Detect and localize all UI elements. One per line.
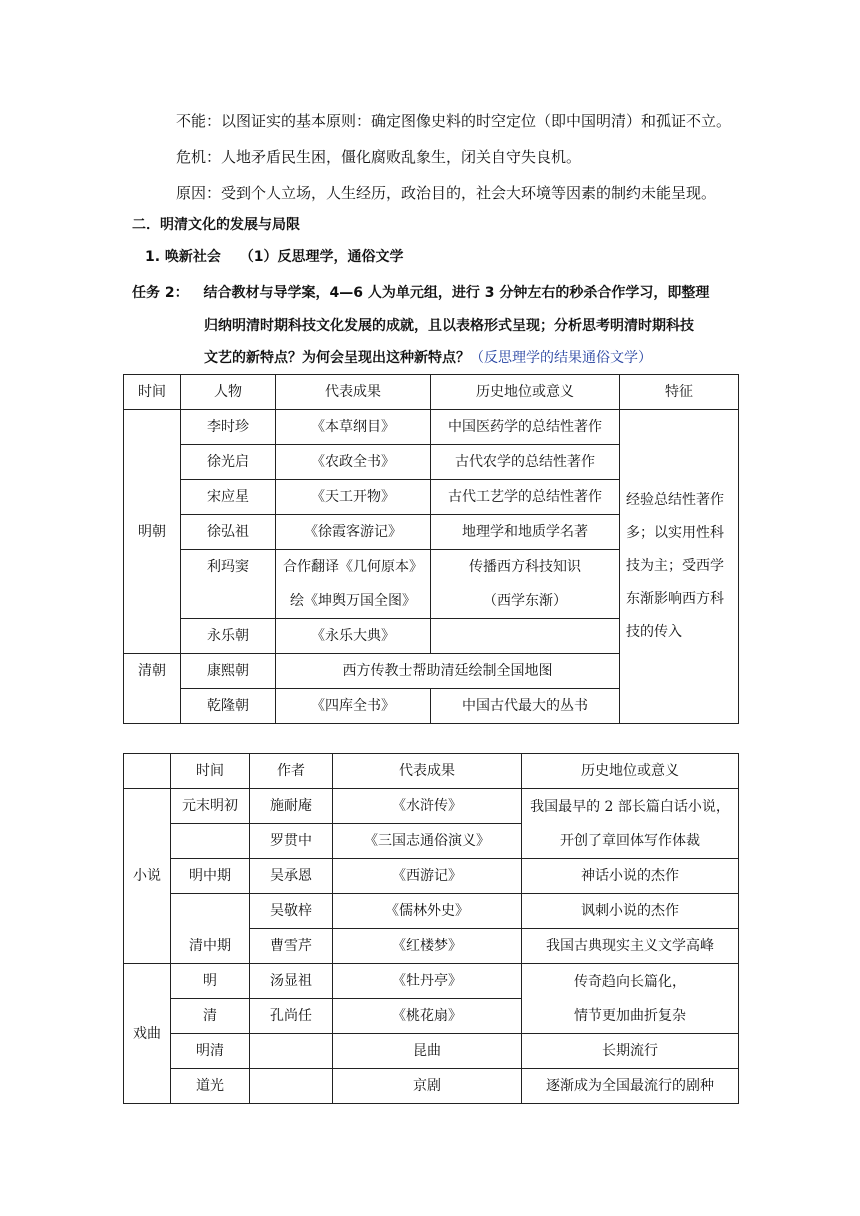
task-line-3: 文艺的新特点？为何会呈现出这种新特点？: [204, 350, 470, 366]
work-cell: 京剧: [333, 1069, 522, 1104]
work-cell: 《桃花扇》: [333, 999, 522, 1034]
header-cell: 代表成果: [276, 375, 431, 410]
author-cell: 曹雪芹: [250, 929, 333, 964]
meaning-cell: （西学东渐）: [431, 584, 620, 619]
work-cell: 《永乐大典》: [276, 619, 431, 654]
meaning-cell: 传播西方科技知识: [431, 550, 620, 585]
time-cell: [171, 824, 250, 859]
work-cell: 《儒林外史》: [333, 894, 522, 929]
table-row: [124, 894, 739, 929]
author-cell: 吴承恩: [250, 859, 333, 894]
header-cell: 历史地位或意义: [522, 754, 739, 789]
task-note: （反思理学的结果通俗文学）: [470, 350, 652, 366]
meaning-cell: 中国医药学的总结性著作: [431, 410, 620, 445]
person-cell: 宋应星: [181, 480, 276, 515]
era-qing: 清朝: [124, 654, 181, 724]
work-cell: 《本草纲目》: [276, 410, 431, 445]
meaning-cell: 我国古典现实主义文学高峰: [522, 929, 739, 964]
science-table: [123, 374, 739, 724]
table-row: [124, 1034, 739, 1069]
table-row: [124, 859, 739, 894]
table-header-row: [124, 375, 739, 410]
meaning-cell: 古代农学的总结性著作: [431, 445, 620, 480]
meaning-cell: [522, 964, 739, 1034]
category-novel: 小说: [124, 789, 171, 964]
meaning-cell: 神话小说的杰作: [522, 859, 739, 894]
meaning-line: 情节更加曲折复杂: [574, 1007, 686, 1024]
meaning-cell: 讽刺小说的杰作: [522, 894, 739, 929]
subsection-heading: 1. 唤新社会 （1）反思理学，通俗文学: [145, 249, 404, 265]
work-cell: 《天工开物》: [276, 480, 431, 515]
work-cell: 西方传教士帮助清廷绘制全国地图: [276, 654, 620, 689]
meaning-line: 开创了章回体写作体裁: [560, 832, 700, 849]
meaning-cell: 长期流行: [522, 1034, 739, 1069]
person-cell: 康熙朝: [181, 654, 276, 689]
work-cell: 《牡丹亭》: [333, 964, 522, 999]
person-cell: 徐光启: [181, 445, 276, 480]
era-ming: 明朝: [124, 410, 181, 654]
feature-line: 技为主；受西学: [626, 558, 724, 574]
header-cell: 特征: [620, 375, 739, 410]
author-cell: [250, 1069, 333, 1104]
author-cell: 孔尚任: [250, 999, 333, 1034]
feature-line: 技的传入: [626, 624, 682, 640]
time-cell: 元末明初: [171, 789, 250, 824]
table-row: [124, 1069, 739, 1104]
table-row: [124, 789, 739, 824]
person-cell: 利玛窦: [181, 550, 276, 619]
feature-line: 经验总结性著作: [626, 492, 724, 508]
work-cell: 《西游记》: [333, 859, 522, 894]
meaning-cell: [431, 619, 620, 654]
meaning-cell: 中国古代最大的丛书: [431, 689, 620, 724]
time-cell: 道光: [171, 1069, 250, 1104]
work-cell: 绘《坤舆万国全图》: [276, 584, 431, 619]
time-cell: 清: [171, 999, 250, 1034]
work-cell: 《农政全书》: [276, 445, 431, 480]
task-label-text: 任务 2：: [132, 285, 189, 301]
feature-line: 多；以实用性科: [626, 525, 724, 541]
feature-line: 东渐影响西方科: [626, 591, 724, 607]
header-cell: 人物: [181, 375, 276, 410]
work-cell: 昆曲: [333, 1034, 522, 1069]
meaning-cell: 古代工艺学的总结性著作: [431, 480, 620, 515]
task-line-2: 归纳明清时期科技文化发展的成就，且以表格形式呈现；分析思考明清时期科技: [204, 318, 694, 334]
work-cell: 《水浒传》: [333, 789, 522, 824]
meaning-cell: [522, 789, 739, 859]
author-cell: 罗贯中: [250, 824, 333, 859]
header-cell: [124, 754, 171, 789]
task-label: [132, 282, 709, 302]
time-cell: 明中期: [171, 859, 250, 894]
header-cell: 作者: [250, 754, 333, 789]
header-cell: 代表成果: [333, 754, 522, 789]
task-line-3-wrap: [204, 347, 652, 367]
author-cell: 施耐庵: [250, 789, 333, 824]
person-cell: 乾隆朝: [181, 689, 276, 724]
paragraph-3: 原因：受到个人立场，人生经历，政治目的，社会大环境等因素的制约未能呈现。: [176, 184, 717, 202]
table-row: [124, 964, 739, 999]
literature-table: [123, 753, 739, 1104]
table-row: [124, 410, 739, 445]
section-heading: 二．明清文化的发展与局限: [132, 217, 300, 233]
paragraph-2: 危机：人地矛盾民生困，僵化腐败乱象生，闭关自守失良机。: [176, 148, 582, 166]
author-cell: 汤显祖: [250, 964, 333, 999]
work-cell: 《徐霞客游记》: [276, 515, 431, 550]
person-cell: 徐弘祖: [181, 515, 276, 550]
header-cell: 时间: [171, 754, 250, 789]
table-header-row: [124, 754, 739, 789]
header-cell: 历史地位或意义: [431, 375, 620, 410]
work-cell: 合作翻译《几何原本》: [276, 550, 431, 585]
author-cell: 吴敬梓: [250, 894, 333, 929]
category-drama: 戏曲: [124, 964, 171, 1104]
feature-cell: [620, 410, 739, 724]
work-cell: 《四库全书》: [276, 689, 431, 724]
person-cell: 永乐朝: [181, 619, 276, 654]
author-cell: [250, 1034, 333, 1069]
task-line-1: 结合教材与导学案，4—6 人为单元组，进行 3 分钟左右的秒杀合作学习，即整理: [203, 285, 710, 301]
work-cell: 《三国志通俗演义》: [333, 824, 522, 859]
meaning-line: 传奇趋向长篇化，: [574, 973, 686, 990]
person-cell: 李时珍: [181, 410, 276, 445]
time-cell: 明清: [171, 1034, 250, 1069]
meaning-cell: 逐渐成为全国最流行的剧种: [522, 1069, 739, 1104]
paragraph-1: 不能：以图证实的基本原则：确定图像史料的时空定位（即中国明清）和孤证不立。: [176, 112, 732, 130]
time-cell: 明: [171, 964, 250, 999]
work-cell: 《红楼梦》: [333, 929, 522, 964]
time-cell: 清中期: [171, 894, 250, 964]
header-cell: 时间: [124, 375, 181, 410]
meaning-cell: 地理学和地质学名著: [431, 515, 620, 550]
meaning-line: 我国最早的 2 部长篇白话小说，: [530, 798, 730, 815]
